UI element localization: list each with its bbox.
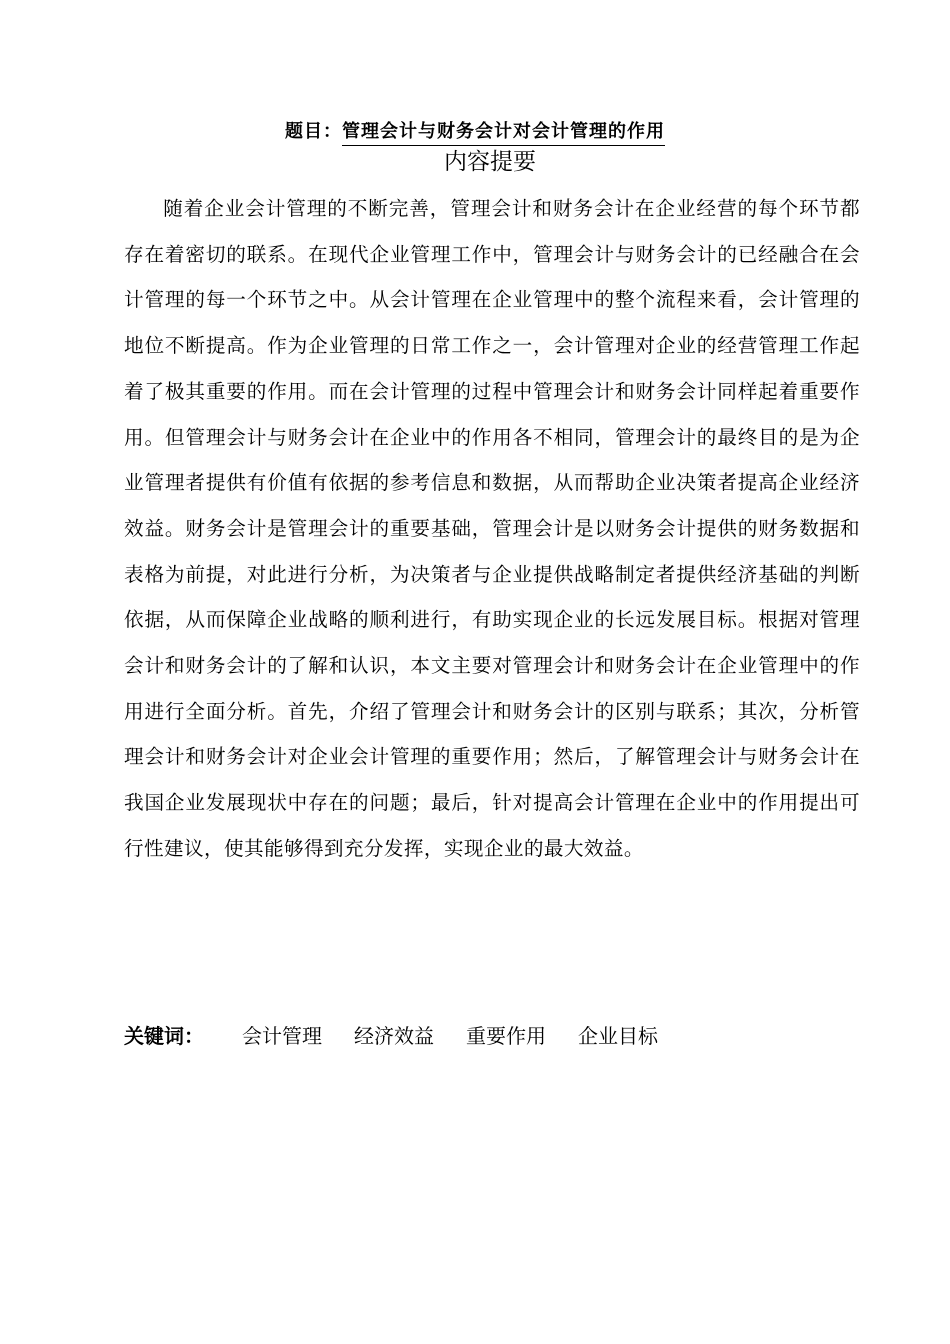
document-title bbox=[0, 118, 950, 146]
keyword-item: 重要作用 bbox=[466, 1024, 546, 1048]
keywords-line bbox=[124, 1020, 690, 1052]
title-label: 题目： bbox=[285, 121, 342, 142]
keyword-item: 会计管理 bbox=[242, 1024, 322, 1048]
abstract-heading: 内容提要 bbox=[444, 149, 536, 175]
keyword-item: 企业目标 bbox=[578, 1024, 658, 1048]
keyword-item: 经济效益 bbox=[354, 1024, 434, 1048]
abstract-paragraph: 随着企业会计管理的不断完善，管理会计和财务会计在企业经营的每个环节都存在着密切的联系。在现代企业管理工作中，管理会计与财务会计的已经融合在会计管理的每一个环节之中。从会计管理在企业管理中的整个流程来看，会计管理的地位不断提高。作为企业管理的日常工作之一，会计管理对企业的经营管理工作起着了极其重要的作用。而在会计管理的过程中管理会计和财务会计同样起着重要作用。但管理会计与财务会计在企业中的作用各不相同，管理会计的最终目的是为企业管理者提供有价值有依据的参考信息和数据，从而帮助企业决策者提高企业经济效益。财务会计是管理会计的重要基础，管理会计是以财务会计提供的财务数据和表格为前提，对此进行分析，为决策者与企业提供战略制定者提供经济基础的判断依据，从而保障企业战略的顺利进行，有助实现企业的长远发展目标。根据对管理会计和财务会计的了解和认识，本文主要对管理会计和财务会计在企业管理中的作用进行全面分析。首先，介绍了管理会计和财务会计的区别与联系；其次，分析管理会计和财务会计对企业会计管理的重要作用；然后，了解管理会计与财务会计在我国企业发展现状中存在的问题；最后，针对提高会计管理在企业中的作用提出可行性建议，使其能够得到充分发挥，实现企业的最大效益。 bbox=[124, 197, 860, 860]
title-text: 管理会计与财务会计对会计管理的作用 bbox=[342, 119, 665, 146]
keywords-label: 关键词： bbox=[124, 1024, 204, 1048]
